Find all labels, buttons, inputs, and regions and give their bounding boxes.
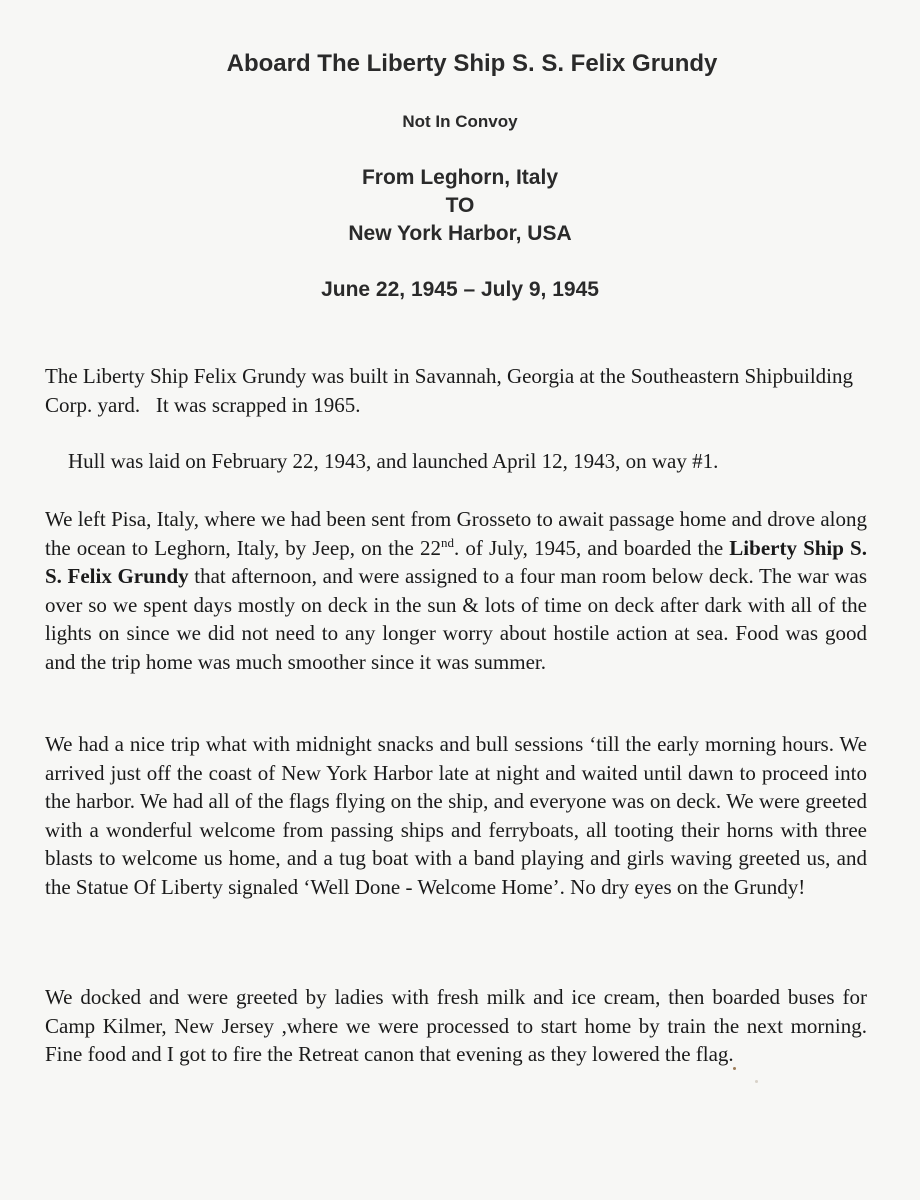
ship-history-part2: It was scrapped in 1965. — [155, 392, 361, 417]
document-title: Aboard The Liberty Ship S. S. Felix Grundy — [226, 50, 718, 77]
ship-name-bold: Liberty Ship S. S. Felix Grundy — [45, 535, 867, 588]
document-subtitle: Not In Convoy — [402, 112, 518, 131]
paper-speck — [733, 1067, 736, 1070]
ship-history-part1: The Liberty Ship Felix Grundy was built in Savannah, Georgia at the Southeastern Shipbuilding Corp. yard. — [45, 364, 853, 417]
voyage-dates: June 22, 1945 – July 9, 1945 — [321, 278, 599, 301]
departure-text-middle: . of July, 1945, and boarded the — [453, 535, 730, 560]
departure-text-rest: that afternoon, and were assigned to a four man room below deck. The war was over so we spent days mostly on deck in the sun & lots of time on deck after dark with all of the lights on since we did not need to any longer worry about hostile action at sea. Food was good and the trip home was much smoother since it was summer. — [45, 564, 867, 674]
paragraph-ship-history — [45, 362, 867, 419]
paragraph-hull-dates: Hull was laid on February 22, 1943, and launched April 12, 1943, on way #1. — [68, 449, 719, 473]
route-origin: From Leghorn, Italy — [361, 166, 558, 189]
departure-text-start: We left Pisa, Italy, where we had been sent from Grosseto to await passage home and drove along the ocean to Leghorn, Italy, by Jeep, on the 22 — [45, 507, 867, 560]
ordinal-suffix: nd — [440, 534, 454, 550]
route-destination: New York Harbor, USA — [348, 222, 572, 245]
paragraph-arrival: We had a nice trip what with midnight snacks and bull sessions ‘till the early morning hours. We arrived just off the coast of New York Harbor late at night and waited until dawn to proceed into the harbor. We had all of the flags flying on the ship, and everyone was on deck. We were greeted with a wonderful welcome from passing ships and ferryboats, all tooting their horns with three blasts to welcome us home, and a tug boat with a band playing and girls waving greeted us, and the Statue Of Liberty signaled ‘Well Done - Welcome Home’. No dry eyes on the Grundy! — [45, 732, 867, 899]
paragraph-docking: We docked and were greeted by ladies with fresh milk and ice cream, then boarded buses for Camp Kilmer, New Jersey ,where we were processed to start home by train the next morning. Fine food and I got to fire the Retreat canon that evening as they lowered the flag. — [45, 985, 867, 1066]
paper-speck — [755, 1080, 758, 1083]
paragraph-departure — [45, 505, 867, 676]
route-to: TO — [445, 194, 475, 217]
route-heading — [0, 164, 920, 248]
